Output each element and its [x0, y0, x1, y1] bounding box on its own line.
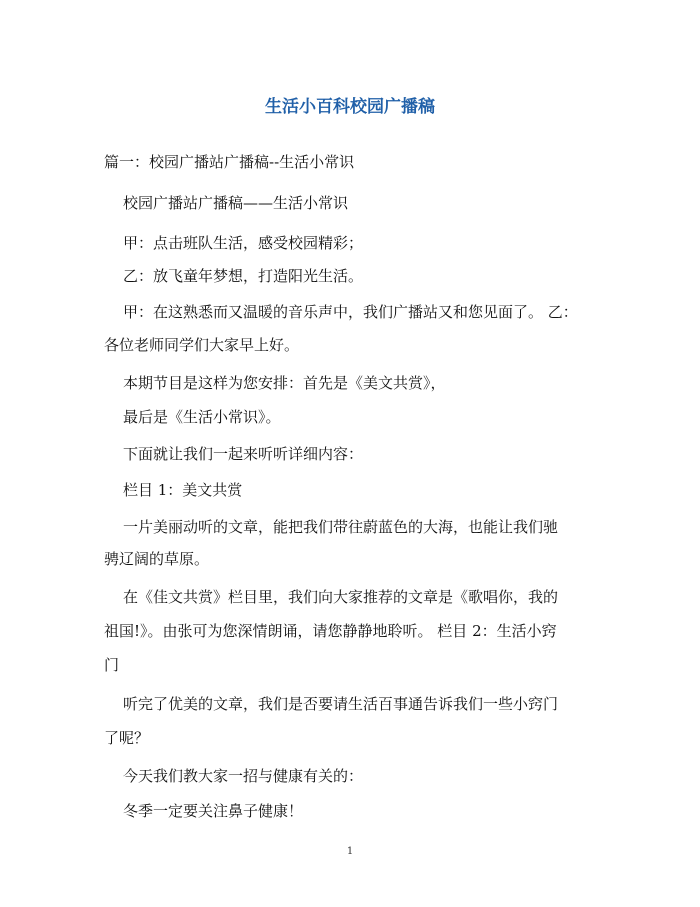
text-line: 听完了优美的文章，我们是否要请生活百事通告诉我们一些小窍门 [123, 695, 559, 713]
text-line: 下面就让我们一起来听听详细内容： [123, 445, 364, 463]
text-line: 各位老师同学们大家早上好。 [104, 336, 300, 354]
text-line: 在《佳文共赏》栏目里，我们向大家推荐的文章是《歌唱你，我的 [123, 588, 559, 606]
text-line: 最后是《生活小常识》。 [123, 408, 281, 426]
document-title: 生活小百科校园广播稿 [265, 97, 435, 117]
text-line: 今天我们教大家一招与健康有关的： [123, 767, 364, 785]
text-line: 甲：在这熟悉而又温暖的音乐声中，我们广播站又和您见面了。 乙： [123, 303, 578, 321]
text-line: 了呢？ [104, 729, 150, 747]
text-line: 一片美丽动听的文章，能把我们带往蔚蓝色的大海，也能让我们驰 [123, 518, 559, 536]
text-line: 篇一：校园广播站广播稿--生活小常识 [104, 153, 355, 171]
text-line: 冬季一定要关注鼻子健康！ [123, 802, 304, 820]
text-line: 门 [104, 656, 120, 674]
text-line: 本期节目是这样为您安排：首先是《美文共赏》， [123, 374, 446, 392]
text-line: 骋辽阔的草原。 [104, 550, 210, 568]
text-line: 栏目 1：美文共赏 [123, 481, 243, 499]
page-number: 1 [346, 846, 354, 857]
text-line: 祖国!》。由张可为您深情朗诵，请您静静地聆听。 栏目 2：生活小窍 [104, 622, 557, 640]
text-line: 乙：放飞童年梦想，打造阳光生活。 [123, 267, 364, 285]
text-line: 甲：点击班队生活，感受校园精彩； [123, 234, 364, 252]
text-line: 校园广播站广播稿——生活小常识 [123, 194, 349, 212]
